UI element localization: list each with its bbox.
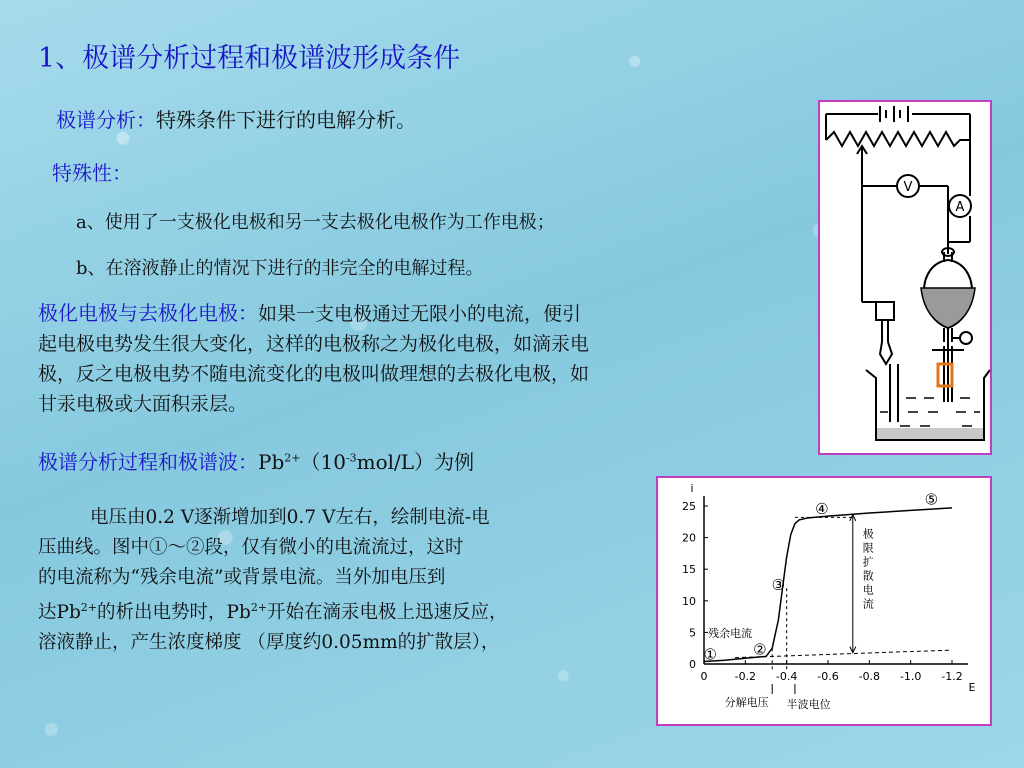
diffusion-current-char: 限	[862, 541, 874, 555]
diffusion-current-char: 扩	[862, 555, 874, 569]
decomposition-voltage-label: 分解电压	[724, 696, 769, 709]
special-item-a: a、使用了一支极化电极和另一支去极化电极作为工作电极；	[76, 212, 555, 233]
special-item-b: b、在溶液静止的情况下进行的非完全的电解过程。	[76, 258, 484, 279]
diffusion-current-char: 极	[862, 527, 874, 541]
description-line-1: 电压由0.2 V逐渐增加到0.7 V左右，绘制电流-电	[90, 507, 490, 528]
diffusion-current-char: 散	[862, 569, 874, 583]
polarogram-chart	[658, 478, 990, 724]
residual-current-label: 残余电流	[708, 626, 753, 640]
polarogram-panel	[656, 476, 992, 726]
description-line-2: 压曲线。图中①～②段，仅有微小的电流流过，这时	[38, 537, 464, 558]
polarization-line-3: 极，反之电极电势不随电流变化的电极叫做理想的去极化电极，如	[38, 363, 590, 385]
curve-marker: ①	[703, 645, 717, 664]
ammeter-label: A	[955, 200, 965, 215]
y-tick-label: 10	[682, 594, 696, 608]
process-heading: 极谱分析过程和极谱波：$Pb^{2+}(10^{-3}mol/L)$为例	[38, 450, 475, 474]
polarization-line-2: 起电极电势发生很大变化，这样的电极称之为极化电极，如滴汞电	[38, 333, 590, 355]
x-tick-label: -0.2	[734, 670, 757, 683]
description-paragraph	[38, 503, 508, 658]
y-tick-label: 25	[682, 500, 696, 513]
x-tick-label: -1.0	[899, 670, 922, 683]
curve-marker: ③	[771, 576, 786, 594]
diffusion-current-char: 电	[862, 583, 874, 597]
y-tick-label: 15	[682, 563, 696, 577]
special-label: 特殊性：	[52, 161, 132, 185]
polarograph-apparatus-diagram	[820, 102, 990, 453]
curve-marker: ②	[753, 640, 767, 659]
polarization-line-4: 甘汞电极或大面积汞层。	[38, 393, 248, 415]
process-term: 极谱分析过程和极谱波：	[38, 450, 258, 474]
description-line-4: 达$Pb^{2+}$的析出电势时，$Pb^{2+}$开始在滴汞电极上迅速反应，	[38, 601, 508, 624]
apparatus-panel	[818, 100, 992, 455]
voltmeter-label: V	[903, 180, 913, 195]
x-tick-label: -0.6	[817, 670, 839, 683]
y-tick-label: 20	[682, 531, 696, 545]
polarization-line-1: 极化电极与去极化电极：如果一支电极通过无限小的电流，便引	[38, 301, 582, 325]
page-title: 1、极谱分析过程和极谱波形成条件	[38, 43, 461, 74]
x-axis-label: E	[968, 681, 976, 694]
curve-marker: ⑤	[924, 490, 939, 509]
definition-term: 极谱分析：	[56, 108, 156, 132]
x-tick-label: -0.8	[858, 670, 881, 683]
y-tick-label: 0	[689, 658, 696, 671]
definition-line	[56, 110, 416, 130]
definition-text: 特殊条件下进行的电解分析。	[156, 108, 416, 132]
y-axis-label: i	[690, 482, 694, 495]
curve-marker: ④	[815, 500, 829, 519]
diffusion-current-char: 流	[862, 597, 874, 611]
x-tick-label: 0	[700, 670, 708, 683]
description-line-5: 溶液静止，产生浓度梯度 （厚度约0.05mm的扩散层），	[38, 632, 500, 654]
x-tick-label: -0.4	[775, 670, 798, 683]
halfwave-potential-label: 半波电位	[786, 698, 831, 711]
description-line-3: 的电流称为“残余电流”或背景电流。当外加电压到	[38, 567, 446, 588]
y-tick-label: 5	[689, 626, 696, 640]
polarization-paragraph	[38, 298, 589, 419]
x-tick-label: -1.2	[941, 670, 963, 683]
polarization-term: 极化电极与去极化电极：	[38, 301, 258, 325]
